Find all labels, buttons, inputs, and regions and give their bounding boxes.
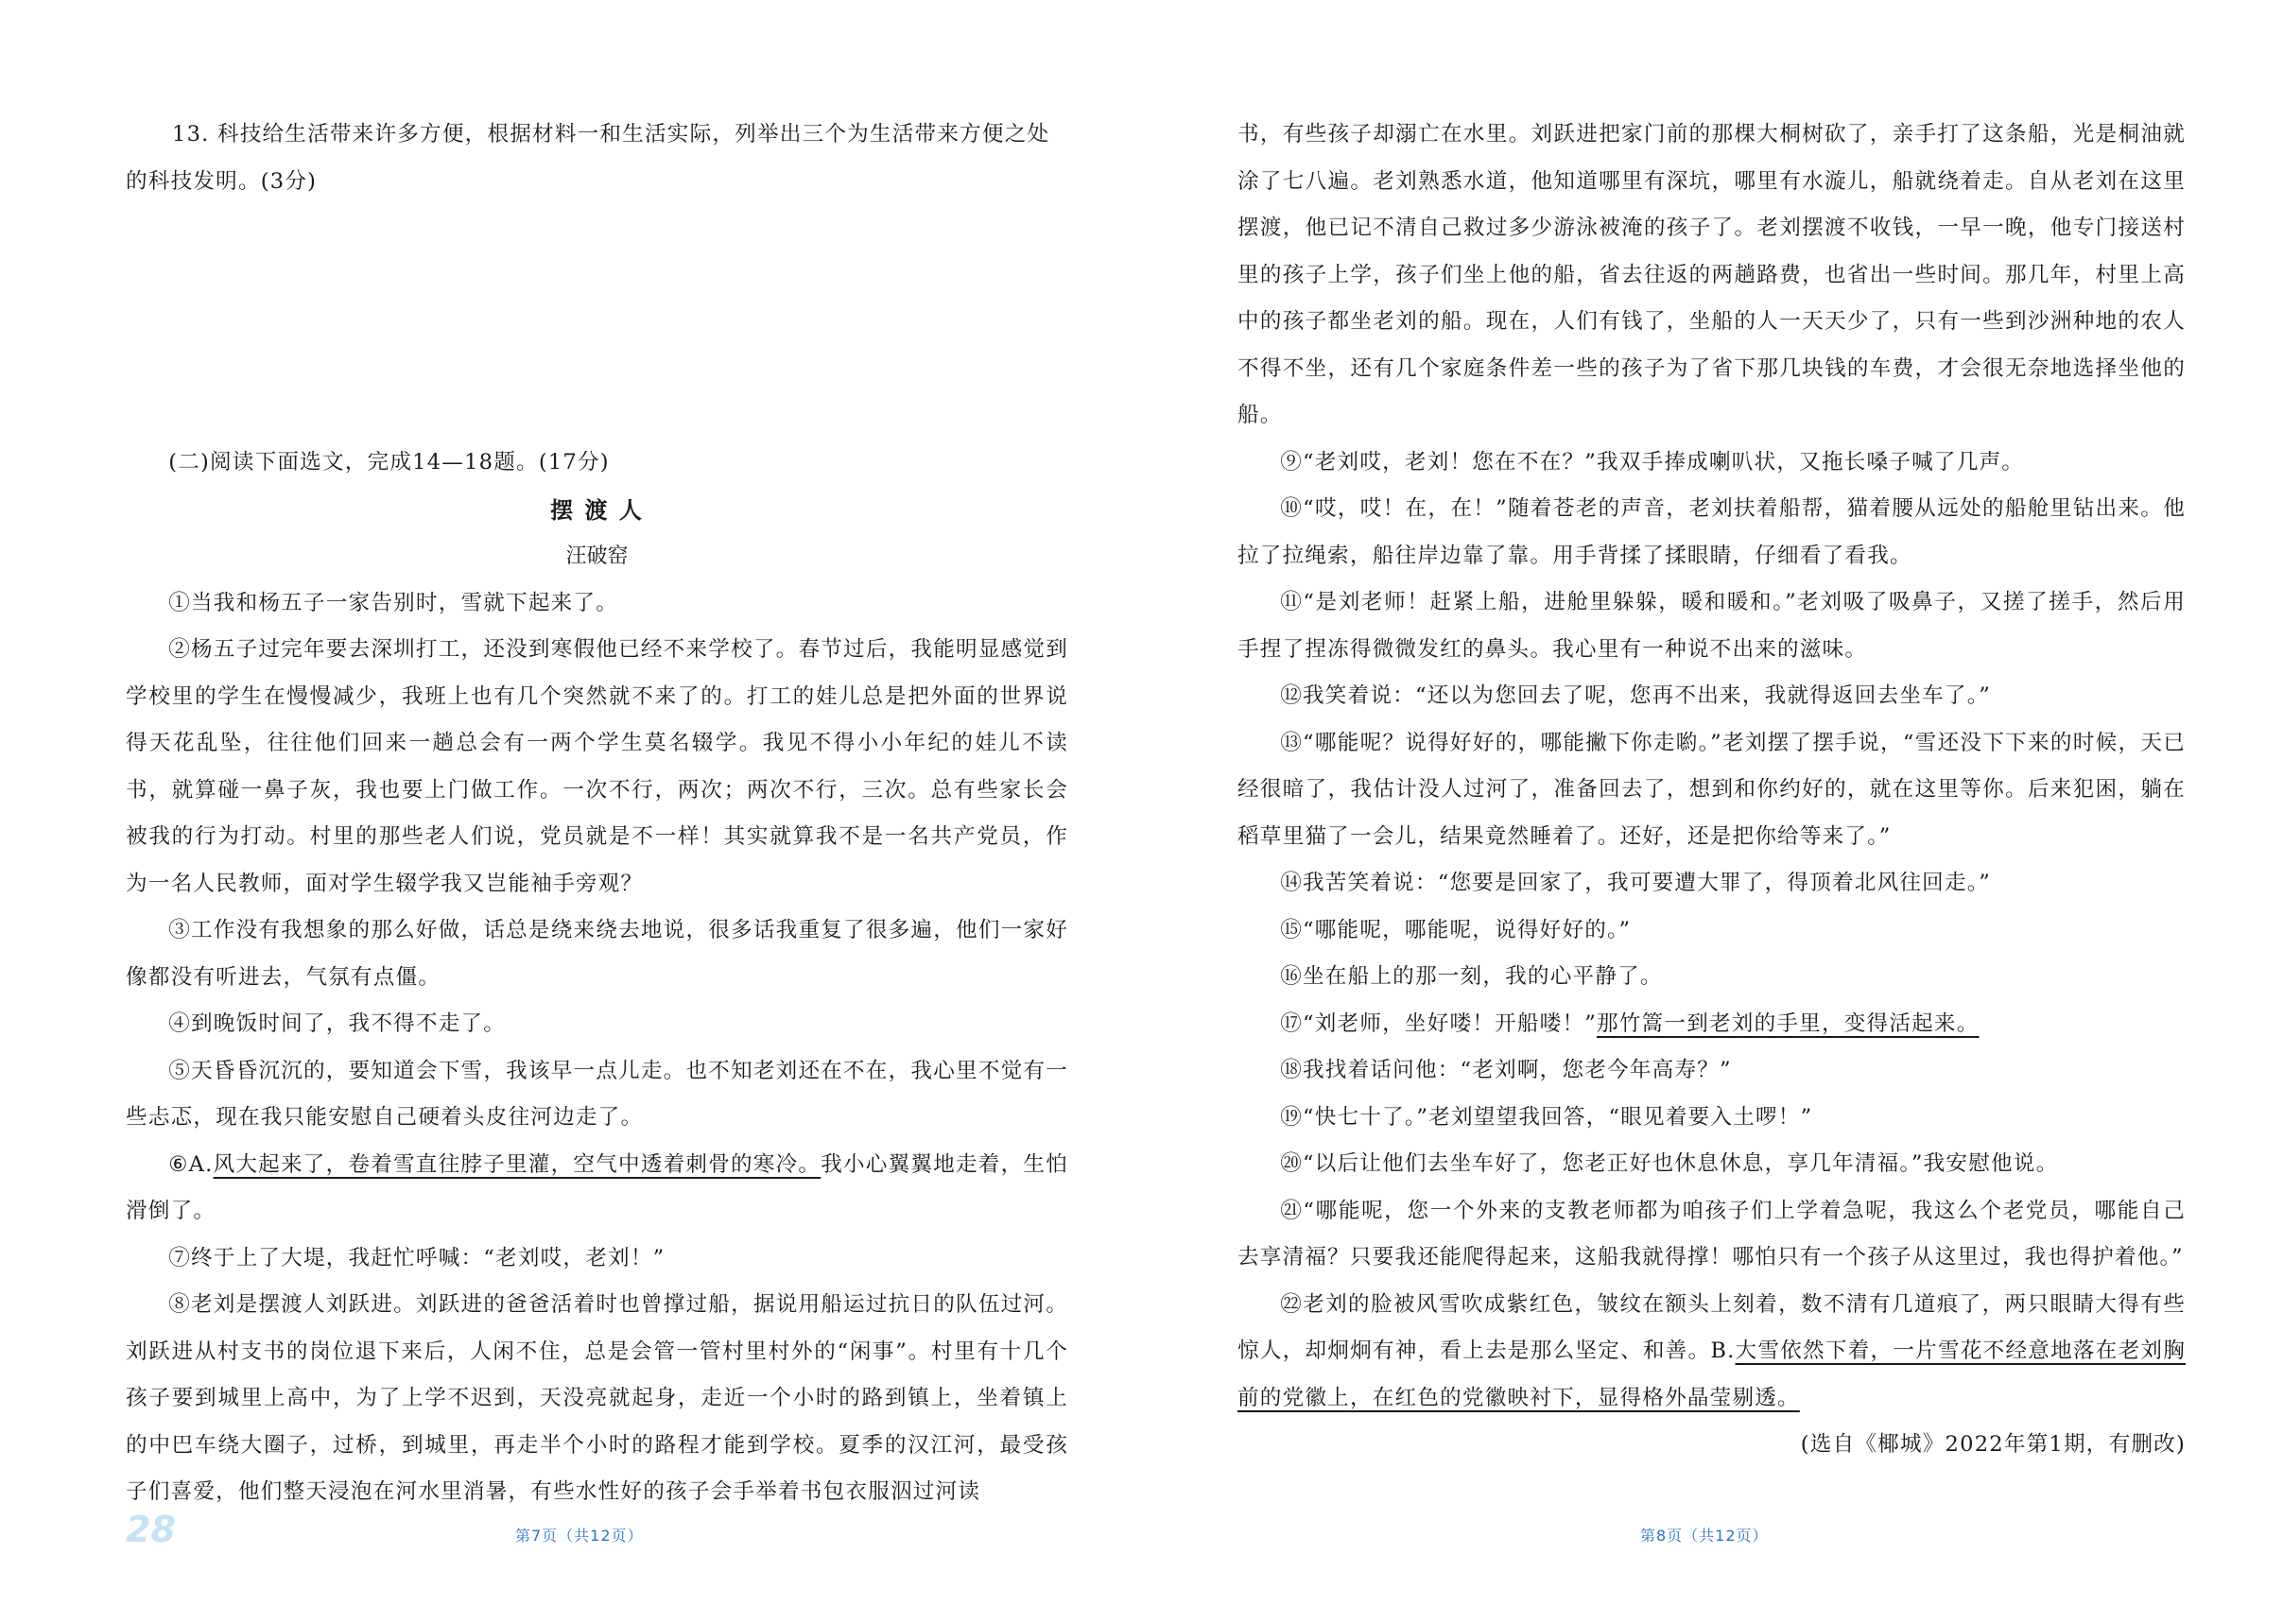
- paragraph-13: ⑬“哪能呢？说得好好的，哪能撇下你走喲。”老刘摆了摆手说，“雪还没下下来的时候，天已经很暗了，我估计没人过河了，准备回去了，想到和你约好的，就在这里等你。后来犯困，躺在稻草里猫了一会儿，结果竟然睡着了。还好，还是把你给等来了。”: [1237, 730, 2186, 849]
- article-title: 摆 渡 人: [550, 495, 644, 524]
- paragraph-22-prefix: ㉒老刘的脸被风雪吹成紫红色，皱纹在额头上刻着，数不清有几道痕了，两只眼睛大得有些惊人，却炯炯有神，看上去是那么坚定、和善。B.: [1237, 1291, 2186, 1363]
- article-author: 汪破窑: [565, 544, 629, 568]
- paragraph-8: ⑧老刘是摆渡人刘跃进。刘跃进的爸爸活着时也曾撑过船，据说用船运过抗日的队伍过河。刘跃进从村支书的岗位退下来后，人闲不住，总是会管一管村里村外的“闲事”。村里有十几个孩子要到城里上高中，为了上学不迟到，天没亮就起身，走近一个小时的路到镇上，坐着镇上的中巴车绕大圈子，过桥，到城里，再走半个小时的路程才能到学校。夏季的汉江河，最受孩子们喜爱，他们整天浸泡在河水里消暑，有些水性好的孩子会手举着书包衣服泅过河读: [126, 1292, 1068, 1504]
- book-page-number: 28: [126, 1509, 176, 1550]
- answer-space: [126, 205, 1068, 440]
- paragraph-22: [1237, 1282, 2186, 1423]
- right-page-footer: 第8页（共12页）: [1640, 1527, 1769, 1545]
- paragraph-20: ⑳“以后让他们去坐车好了，您老正好也休息休息，享几年清福。”我安慰他说。: [1280, 1151, 2059, 1176]
- paragraph-16: ⑯坐在船上的那一刻，我的心平静了。: [1280, 964, 1663, 989]
- right-column: [1237, 112, 2186, 1469]
- paragraph-1: ①当我和杨五子一家告别时，雪就下起来了。: [168, 590, 619, 615]
- paragraph-17: [1237, 1001, 2186, 1048]
- paragraph-3: ③工作没有我想象的那么好做，话总是绕来绕去地说，很多话我重复了很多遍，他们一家好像都没有听进去，气氛有点僵。: [126, 918, 1068, 990]
- question-13-line1: 13. 科技给生活带来许多方便，根据材料一和生活实际，列举出三个为生活带来方便之处: [172, 122, 1050, 147]
- paragraph-19: ⑲“快七十了。”老刘望望我回答，“眼见着要入土啰！”: [1280, 1104, 1813, 1130]
- paragraph-15: ⑮“哪能呢，哪能呢，说得好好的。”: [1280, 917, 1632, 942]
- paragraph-21: ㉑“哪能呢，您一个外来的支教老师都为咱孩子们上学着急呢，我这么个老党员，哪能自己去享清福？只要我还能爬得起来，这船我就得撑！哪怕只有一个孩子从这里过，我也得护着他。”: [1237, 1198, 2186, 1270]
- paragraph-17-prefix: ⑰“刘老师，坐好喽！开船喽！”: [1280, 1011, 1598, 1036]
- question-13-line2: 的科技发明。(3分): [126, 168, 318, 194]
- paragraph-11: ⑪“是刘老师！赶紧上船，进舱里躲躲，暖和暖和。”老刘吸了吸鼻子，又搓了搓手，然后用手捏了捏冻得微微发红的鼻头。我心里有一种说不出来的滋味。: [1237, 590, 2186, 662]
- paragraph-7: ⑦终于上了大堤，我赶忙呼喊：“老刘哎，老刘！”: [168, 1245, 666, 1270]
- paragraph-8-continued: 书，有些孩子却溺亡在水里。刘跃进把家门前的那棵大桐树砍了，亲手打了这条船，光是桐油就涂了七八遍。老刘熟悉水道，他知道哪里有深坑，哪里有水漩儿，船就绕着走。自从老刘在这里摆渡，他已记不清自己救过多少游泳被淹的孩子了。老刘摆渡不收钱，一早一晚，他专门接送村里的孩子上学，孩子们坐上他的船，省去往返的两趟路费，也省出一些时间。那几年，村里上高中的孩子都坐老刘的船。现在，人们有钱了，坐船的人一天天少了，只有一些到沙洲种地的农人不得不坐，还有几个家庭条件差一些的孩子为了省下那几块钱的车费，才会很无奈地选择坐他的船。: [1237, 122, 2186, 427]
- paragraph-6-suffix: 我小心翼翼地走着，生怕滑倒了。: [126, 1151, 1069, 1223]
- paragraph-18: ⑱我找着话问他：“老刘啊，您老今年高寿？”: [1280, 1058, 1732, 1082]
- underlined-sentence-17: 那竹篙一到老刘的手里，变得活起来。: [1597, 1011, 1980, 1036]
- paragraph-4: ④到晚饭时间了，我不得不走了。: [168, 1011, 507, 1036]
- underlined-sentence-a: 风大起来了，卷着雪直往脖子里灌，空气中透着刺骨的寒冷。: [213, 1151, 822, 1177]
- paragraph-9: ⑨“老刘哎，老刘！您在不在？”我双手捧成喇叭状，又拖长嗓子喊了几声。: [1280, 449, 2025, 475]
- underlined-sentence-b: 大雪依然下着，一片雪花不经意地落在老刘胸前的党徽上，在红色的党徽映衬下，显得格外晶莹剔透。: [1237, 1339, 2187, 1410]
- paragraph-14: ⑭我苦笑着说：“您要是回家了，我可要遭大罪了，得顶着北风往回走。”: [1280, 871, 1991, 895]
- paragraph-10: ⑩“哎，哎！在，在！”随着苍老的声音，老刘扶着船帮，猫着腰从远处的船舱里钻出来。他拉了拉绳索，船往岸边靠了靠。用手背揉了揉眼睛，仔细看了看我。: [1237, 496, 2186, 568]
- article-source: (选自《椰城》2022年第1期，有删改): [1800, 1432, 2186, 1457]
- left-page: [0, 0, 1141, 1624]
- section-heading: (二)阅读下面选文，完成14—18题。(17分): [168, 450, 610, 475]
- paragraph-2: ②杨五子过完年要去深圳打工，还没到寒假他已经不来学校了。春节过后，我能明显感觉到学校里的学生在慢慢减少，我班上也有几个突然就不来了的。打工的娃儿总是把外面的世界说得天花乱坠，往往他们回来一趟总会有一两个学生莫名辍学。我见不得小小年纪的娃儿不读书，就算碰一鼻子灰，我也要上门做工作。一次不行，两次；两次不行，三次。总有些家长会被我的行为打动。村里的那些老人们说，党员就是不一样！其实就算我不是一名共产党员，作为一名人民教师，面对学生辍学我又岂能袖手旁观？: [126, 637, 1068, 896]
- right-page: [1141, 0, 2283, 1624]
- paragraph-12: ⑫我笑着说：“还以为您回去了呢，您再不出来，我就得返回去坐车了。”: [1280, 683, 1991, 708]
- paragraph-6: [126, 1142, 1068, 1235]
- paragraph-6-prefix: ⑥A.: [168, 1151, 214, 1177]
- left-page-footer: 第7页（共12页）: [515, 1527, 644, 1545]
- paragraph-5: ⑤天昏昏沉沉的，要知道会下雪，我该早一点儿走。也不知老刘还在不在，我心里不觉有一些忐忑，现在我只能安慰自己硬着头皮往河边走了。: [126, 1058, 1068, 1130]
- left-column: [126, 112, 1068, 1516]
